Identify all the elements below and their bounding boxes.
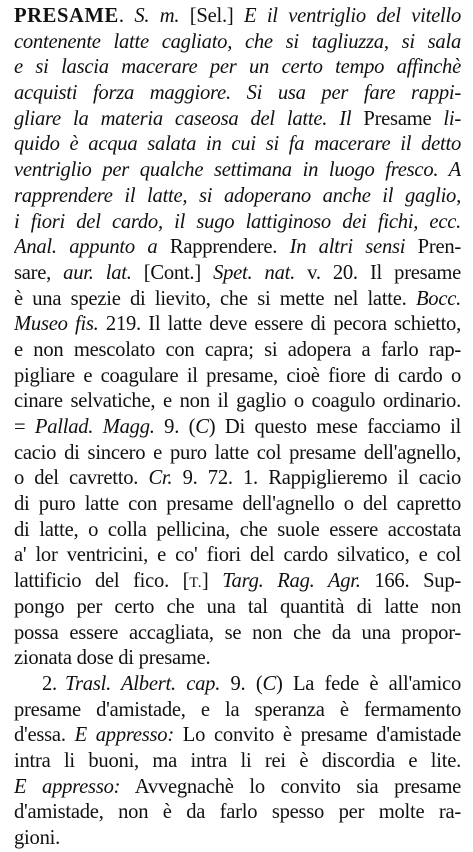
italic-text: Trasl. Albert. cap. (64, 672, 221, 695)
text-line (14, 261, 461, 287)
text-segment: possa essere accagliata, se non che da una propor- (14, 621, 461, 644)
text-segment: o del cavretto. (14, 467, 149, 490)
text-line (14, 415, 461, 441)
text-line (14, 749, 461, 775)
text-segment: pongo per certo che una tal quantità di latte non (14, 595, 461, 618)
text-segment: ] (201, 570, 223, 593)
italic-text: li- (431, 107, 461, 130)
text-segment: di puro latte con presame dell'agnello o del capretto (14, 493, 461, 516)
text-line (14, 518, 461, 544)
entry-presame (14, 4, 461, 672)
text-line (14, 621, 461, 647)
italic-text: E appresso: (14, 775, 121, 798)
text-line (14, 723, 461, 749)
italic-text: contenente latte cagliato, che si tagliuzza, si sala (14, 30, 461, 53)
text-segment: cacio di sincero e puro latte col presame dell'agnello, (14, 441, 461, 464)
text-segment: è una spezie di lievito, che si mette nel latte. (14, 287, 416, 310)
text-line (14, 492, 461, 518)
text-segment: ) La fede è all'amico (275, 672, 461, 695)
text-segment: ) Di questo mese facciamo il (208, 416, 461, 438)
text-segment: intra li buoni, ma intra li rei è discordia e lite. (14, 749, 461, 772)
text-line (14, 107, 461, 133)
text-segment: . (118, 5, 135, 27)
italic-text: acquisti forza maggiore. Si usa per fare rappi- (14, 82, 461, 105)
text-segment: di latte, o colla pellicina, che suole essere accostata (14, 518, 461, 541)
text-segment: Pren- (405, 236, 461, 259)
text-line (14, 775, 461, 801)
italic-text: aur. lat. (63, 261, 132, 284)
italic-text: E appresso: (74, 724, 174, 747)
text-segment: Rapprendere. (169, 236, 290, 259)
italic-text: Museo fis. (14, 313, 99, 336)
text-segment: d'amistade, non è da farlo spesso per molte ra- (14, 801, 461, 824)
italic-text: In altri sensi (289, 236, 406, 259)
italic-text: rapprendere il latte, si adoperano anche il gaglio, (14, 184, 461, 207)
text-line (14, 55, 461, 81)
text-line (14, 338, 461, 364)
italic-text: e si lascia macerare per un certo tempo affinchè (14, 56, 461, 79)
text-segment: pigliare e coagulare il presame, cioè fiore di cardo o (14, 364, 461, 387)
text-segment: 166. Sup- (360, 570, 461, 593)
italic-text: E il ventriglio del vitello (244, 5, 461, 27)
italic-text: S. m. (134, 5, 180, 27)
italic-text: gliare la materia caseosa del latte. Il (14, 107, 364, 130)
text-segment: = (14, 416, 35, 438)
text-line (14, 441, 461, 467)
text-line (14, 30, 461, 56)
text-line (14, 81, 461, 107)
text-segment: presame d'amistade, e la speranza è fermamento (14, 698, 461, 721)
sense-2 (14, 672, 461, 852)
text-segment: 9. ( (154, 416, 196, 438)
italic-text: Pallad. Magg. (34, 416, 155, 438)
text-segment: d'essa. (14, 724, 75, 747)
text-segment: [Sel.] (179, 5, 244, 27)
sense-number: 2. (42, 672, 57, 695)
text-line (14, 569, 461, 595)
text-segment: 9. ( (220, 672, 263, 695)
italic-text: Bocc. (415, 287, 461, 310)
text-line (14, 4, 461, 30)
text-line (14, 158, 461, 184)
text-segment: Presame (363, 107, 432, 130)
source-tag: T. (189, 575, 202, 592)
text-line (14, 595, 461, 621)
italic-text: ventriglio per qualche settimana in luogo fresco. A (14, 159, 461, 182)
text-segment: zionata dose di presame. (14, 647, 211, 670)
text-segment: lattificio del fico. [ (14, 570, 190, 593)
text-line (14, 800, 461, 826)
text-line (14, 312, 461, 338)
italic-text: C (195, 416, 209, 438)
text-line (14, 672, 461, 698)
text-line (14, 646, 461, 672)
text-segment: 9. 72. 1. Rappiglieremo il cacio (172, 467, 461, 490)
text-segment: Avvegnachè lo convito sia presame (120, 775, 461, 798)
text-line (14, 826, 461, 852)
text-segment: v. 20. Il presame (295, 261, 461, 284)
text-line (14, 132, 461, 158)
text-segment: sare, (14, 261, 64, 284)
text-segment: gioni. (14, 827, 60, 849)
italic-text: Cr. (148, 467, 173, 490)
text-line (14, 210, 461, 236)
italic-text: Anal. appunto a (14, 236, 170, 259)
text-segment: 219. Il latte deve essere di pecora schietto, (98, 313, 461, 336)
text-segment: a' lor ventricini, e co' fiori del cardo silvatico, e col (14, 544, 461, 567)
text-line (14, 235, 461, 261)
text-line (14, 543, 461, 569)
headword: PRESAME (14, 5, 119, 27)
italic-text: Targ. Rag. Agr. (222, 570, 361, 593)
text-line (14, 698, 461, 724)
italic-text: i fiori del cardo, il sugo lattiginoso dei fichi, ecc. (14, 210, 461, 233)
text-line (14, 184, 461, 210)
text-line (14, 287, 461, 313)
text-segment: e non mescolato con capra; si adopera a farlo rap- (14, 338, 461, 361)
italic-text: C (262, 672, 276, 695)
italic-text: Spet. nat. (213, 261, 295, 284)
italic-text: quido è acqua salata in cui si fa macerare il detto (14, 133, 461, 156)
text-line (14, 389, 461, 415)
text-segment: Lo convito è presame d'amistade (173, 724, 461, 747)
text-line (14, 466, 461, 492)
text-line (14, 364, 461, 390)
text-segment: [Cont.] (131, 261, 214, 284)
text-segment: cinare selvatiche, e non il gaglio o coagulo ordinario. (14, 390, 461, 413)
